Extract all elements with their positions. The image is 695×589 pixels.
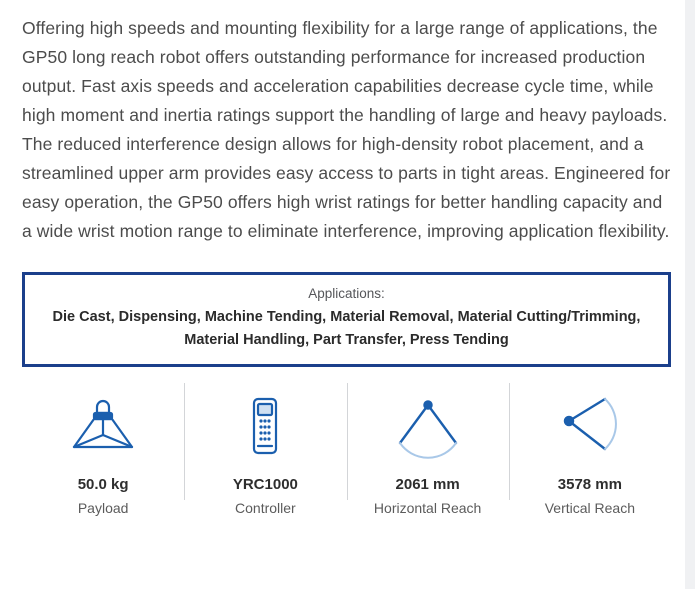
spec-label: Payload [77,500,129,516]
controller-pendant-icon [190,387,340,465]
product-description-text: Offering high speeds and mounting flexibility for a large range of applications, the GP50 long reach robot offers outstanding performance for increased production output. Fast axis speeds and acceleration capabilities decrease cycle time, while high moment and inertia ratings support the handling of large and heavy payloads. The reduced interference design allows for high-density robot placement, and a streamlined upper arm provides easy access to parts in tight areas. Engineered for easy operation, the GP50 offers high wrist ratings for better handling capacity and a wide wrist motion range to eliminate interference, improving application flexibility. [22,18,671,241]
spec-item-controller [184,381,346,518]
spec-item-payload [22,381,184,518]
spec-item-vertical-reach [509,381,671,518]
spec-value: YRC1000 [232,476,298,493]
horizontal-reach-arc-icon [353,387,503,465]
spec-value: 3578 mm [557,476,622,493]
spec-item-horizontal-reach [347,381,509,518]
spec-label: Vertical Reach [544,500,636,516]
spec-value: 2061 mm [395,476,460,493]
spec-value: 50.0 kg [77,476,129,493]
spec-row [22,381,671,518]
spec-label: Horizontal Reach [373,500,482,516]
page-right-rail [685,0,695,589]
vertical-reach-arc-icon [515,387,665,465]
applications-list: Die Cast, Dispensing, Machine Tending, Material Removal, Material Cutting/Trimming, Material Handling, Part Transfer, Press Tending [52,309,641,348]
payload-box-icon [28,387,178,465]
spec-label: Controller [235,500,296,516]
applications-callout [22,272,671,367]
applications-title: Applications: [308,286,385,301]
